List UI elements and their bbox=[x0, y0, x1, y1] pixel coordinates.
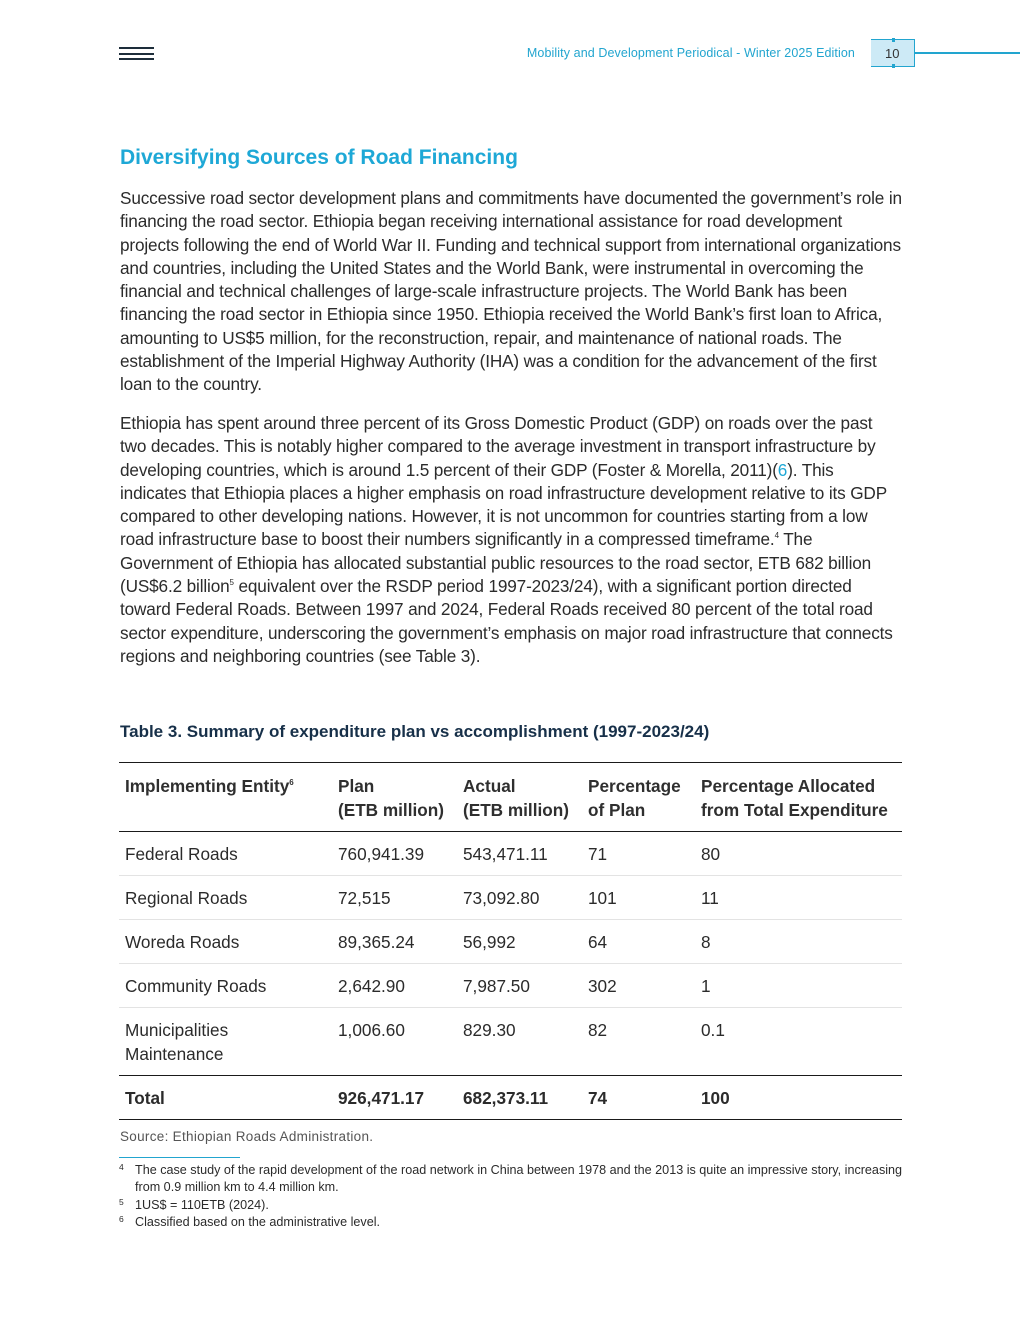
cell-plan: 89,365.24 bbox=[338, 932, 415, 952]
column-header-pct-total bbox=[695, 763, 902, 832]
cell-plan: 2,642.90 bbox=[338, 976, 405, 996]
section-title: Diversifying Sources of Road Financing bbox=[120, 146, 518, 169]
table-row bbox=[119, 832, 902, 876]
cell-entity: Total bbox=[125, 1088, 165, 1108]
header-rule bbox=[915, 52, 1020, 54]
table-total-row bbox=[119, 1076, 902, 1120]
cell-plan: 926,471.17 bbox=[338, 1088, 425, 1108]
cell-entity: Regional Roads bbox=[125, 888, 248, 908]
menu-bar bbox=[119, 58, 154, 60]
footnote bbox=[119, 1197, 909, 1214]
cell-plan: 72,515 bbox=[338, 888, 391, 908]
paragraph-text: equivalent over the RSDP period 1997-2023/24), with a significant portion directed toward Federal Roads. Between 1997 and 2024, Federal Roads received 80 percent of the total road sector expenditure, underscoring the government’s emphasis on major road infrastructure that connects regions and neighboring countries (see Table 3). bbox=[120, 576, 893, 666]
cell-actual: 543,471.11 bbox=[463, 844, 548, 864]
page-number-box bbox=[871, 39, 915, 67]
footnotes bbox=[119, 1162, 909, 1231]
header-text: Percentage Allocated bbox=[701, 776, 876, 796]
entity-text: Municipalities bbox=[125, 1020, 229, 1040]
cell-pct-total: 11 bbox=[701, 888, 719, 908]
footnote bbox=[119, 1162, 909, 1197]
paragraph-text: The Government of Ethiopia has allocated substantial public resources to the road sector, ETB 682 billion (US$6.2 billion bbox=[120, 529, 872, 597]
table-row bbox=[119, 920, 902, 964]
footnote-number: 5 bbox=[119, 1196, 124, 1207]
cell-actual: 56,992 bbox=[463, 932, 516, 952]
cell-pct-plan: 302 bbox=[588, 976, 617, 996]
page-box-tick bbox=[892, 64, 895, 68]
expenditure-table bbox=[119, 762, 902, 1120]
citation-link[interactable]: 6 bbox=[777, 459, 788, 480]
cell-pct-total: 100 bbox=[701, 1088, 730, 1108]
table-source: Source: Ethiopian Roads Administration. bbox=[120, 1129, 374, 1144]
page-number: 10 bbox=[885, 46, 900, 61]
table-caption: Table 3. Summary of expenditure plan vs accomplishment (1997-2023/24) bbox=[120, 722, 710, 741]
cell-plan: 1,006.60 bbox=[338, 1020, 405, 1040]
cell-pct-plan: 74 bbox=[588, 1088, 608, 1108]
header-text: Percentage bbox=[588, 776, 681, 796]
header-text: of Plan bbox=[588, 800, 646, 820]
footnote-ref[interactable]: 6 bbox=[289, 778, 294, 787]
column-header-plan bbox=[332, 763, 457, 832]
cell-actual: 682,373.11 bbox=[463, 1088, 549, 1108]
table-row bbox=[119, 964, 902, 1008]
footnote-text: The case study of the rapid development of the road network in China between 1978 and the 2013 is quite an impressive story, increasing from 0.9 million km to 4.4 million km. bbox=[135, 1163, 903, 1195]
footnote-ref[interactable]: 5 bbox=[229, 578, 234, 588]
column-header-entity bbox=[119, 763, 332, 832]
menu-bar bbox=[119, 53, 154, 55]
footnote-text: 1US$ = 110ETB (2024). bbox=[135, 1197, 269, 1212]
paragraph bbox=[120, 412, 902, 668]
cell-pct-total: 80 bbox=[701, 844, 721, 864]
cell-pct-plan: 71 bbox=[588, 844, 608, 864]
cell-pct-plan: 82 bbox=[588, 1020, 608, 1040]
header-text: Actual bbox=[463, 776, 516, 796]
cell-plan: 760,941.39 bbox=[338, 844, 425, 864]
cell-pct-plan: 101 bbox=[588, 888, 617, 908]
cell-entity: Federal Roads bbox=[125, 844, 238, 864]
header-text: from Total Expenditure bbox=[701, 800, 888, 820]
page-box-tick bbox=[892, 38, 895, 42]
footnote bbox=[119, 1214, 909, 1231]
cell-entity: Community Roads bbox=[125, 976, 267, 996]
header-text: (ETB million) bbox=[463, 800, 569, 820]
menu-bar bbox=[119, 47, 154, 49]
cell-actual: 73,092.80 bbox=[463, 888, 540, 908]
column-header-pct-plan bbox=[582, 763, 695, 832]
footnote-ref[interactable]: 4 bbox=[774, 531, 779, 541]
cell-actual: 829.30 bbox=[463, 1020, 516, 1040]
header-text: (ETB million) bbox=[338, 800, 444, 820]
paragraph: Successive road sector development plans and commitments have documented the government’s role in financing the road sector. Ethiopia began receiving international assistance for road development projects following the end of World War II. Funding and technical support from international organizations and countries, including the United States and the World Bank, were instrumental in overcoming the financial and technical challenges of large-scale infrastructure projects. The World Bank has been financing the road sector in Ethiopia since 1950. Ethiopia received the World Bank’s first loan to Africa, amounting to US$5 million, for the reconstruction, repair, and maintenance of national roads. The establishment of the Imperial Highway Authority (IHA) was a condition for the advancement of the first loan to the country. bbox=[120, 188, 902, 395]
cell-entity bbox=[119, 1008, 332, 1076]
header-text: Implementing Entity bbox=[125, 776, 290, 796]
table-header-row bbox=[119, 763, 902, 832]
column-header-actual bbox=[457, 763, 582, 832]
cell-pct-total: 0.1 bbox=[701, 1020, 725, 1040]
cell-entity: Woreda Roads bbox=[125, 932, 240, 952]
entity-text: Maintenance bbox=[125, 1044, 224, 1064]
cell-pct-total: 1 bbox=[701, 976, 711, 996]
table-row bbox=[119, 876, 902, 920]
header-text: Plan bbox=[338, 776, 375, 796]
cell-pct-total: 8 bbox=[701, 932, 711, 952]
footnote-number: 4 bbox=[119, 1162, 124, 1172]
paragraph-text: ). This indicates that Ethiopia places a higher emphasis on road infrastructure development relative to its GDP compared to other developing nations. However, it is not uncommon for countries starting from a low road infrastructure base to boost their numbers significantly in a compressed timeframe. bbox=[120, 459, 887, 550]
running-title: Mobility and Development Periodical - Winter 2025 Edition bbox=[526, 46, 855, 60]
cell-actual: 7,987.50 bbox=[463, 976, 530, 996]
cell-pct-plan: 64 bbox=[588, 932, 608, 952]
table-row bbox=[119, 1008, 902, 1076]
paragraph-text: Ethiopia has spent around three percent of its Gross Domestic Product (GDP) on roads over the past two decades. This is notably higher compared to the average investment in transport infrastructure by developing countries, which is around 1.5 percent of their GDP (Foster & Morella, 2011)( bbox=[120, 413, 876, 480]
footnote-text: Classified based on the administrative level. bbox=[135, 1214, 381, 1229]
hamburger-menu-icon[interactable] bbox=[119, 47, 154, 61]
footnote-rule bbox=[119, 1157, 240, 1158]
footnote-number: 6 bbox=[119, 1213, 124, 1224]
